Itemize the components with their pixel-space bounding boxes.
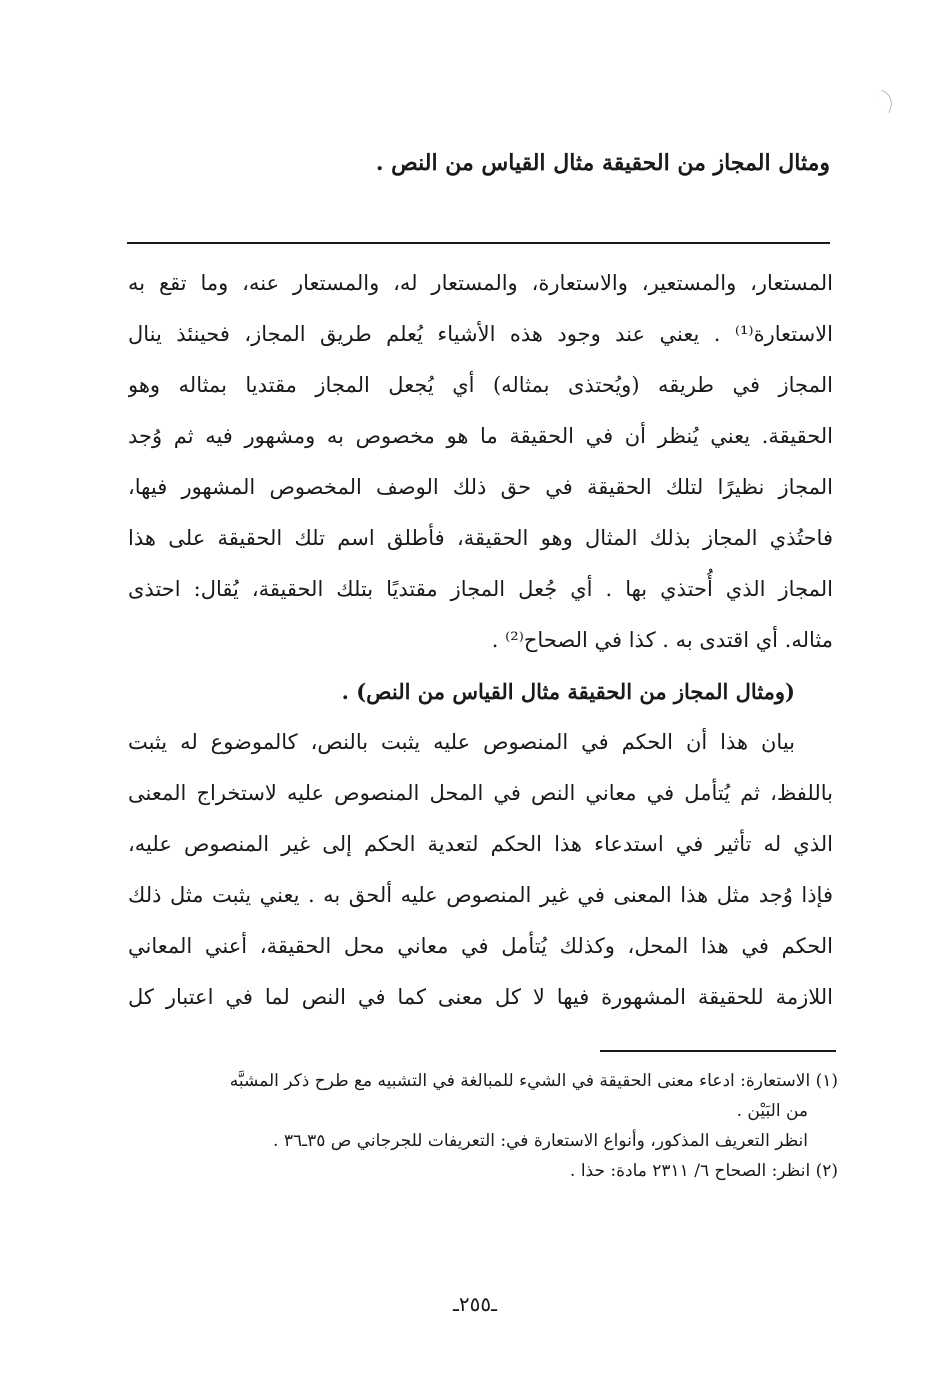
page-number: ـ٢٥٥ـ [453, 1292, 497, 1316]
footnotes [128, 1066, 838, 1186]
text-line: المستعار، والمستعير، والاستعارة، والمستعار له، والمستعار عنه، وما تقع به [128, 271, 833, 295]
text-line: اللازمة للحقيقة المشهورة فيها لا كل معنى كما في النص لما في اعتبار كل [128, 985, 833, 1009]
text-line: المجاز نظيرًا لتلك الحقيقة في حق ذلك الوصف المخصوص المشهور فيها، [128, 475, 833, 499]
text-line: بيان هذا أن الحكم في المنصوص عليه يثبت بالنص، كالموضوع له يثبت [128, 730, 795, 754]
footnote-line: (٢) انظر: الصحاح ٦/ ٢٣١١ مادة: حذا . [570, 1161, 838, 1181]
footnote-divider [600, 1050, 836, 1052]
footnote-line: (١) الاستعارة: ادعاء معنى الحقيقة في الشيء للمبالغة في التشبيه مع طرح ذكر المشبَّه [229, 1071, 838, 1091]
header-divider [127, 242, 830, 244]
text-line: المجاز في طريقه (ويُحتذى بمثاله) أي يُجعل المجاز مقتديا بمثاله وهو [128, 373, 833, 397]
footnote-line: من البَيْن . [736, 1101, 808, 1121]
text-line: فاحتُذي المجاز بذلك المثال وهو الحقيقة، فأطلق اسم تلك الحقيقة على هذا [128, 526, 833, 550]
page-header-title: ومثال المجاز من الحقيقة مثال القياس من النص . [375, 150, 830, 176]
scan-corner-mark [875, 90, 896, 113]
section-heading: (ومثال المجاز من الحقيقة مثال القياس من النص) . [341, 679, 795, 704]
main-text [128, 258, 833, 1023]
text-line: باللفظ، ثم يُتأمل في معاني النص في المحل المنصوص عليه لاستخراج المعنى [128, 781, 833, 805]
text-line: الاستعارة⁽¹⁾ . يعني عند وجود هذه الأشياء يُعلم طريق المجاز، فحينئذ ينال [128, 322, 833, 346]
text-line: المجاز الذي أُحتذي بها . أي جُعل المجاز مقتديًا بتلك الحقيقة، يُقال: احتذى [128, 577, 833, 601]
text-line: مثاله. أي اقتدى به . كذا في الصحاح⁽²⁾ . [491, 628, 833, 652]
text-line: الذي له تأثير في استدعاء هذا الحكم لتعدية الحكم إلى غير المنصوص عليه، [128, 832, 833, 856]
text-line: الحكم في هذا المحل، وكذلك يُتأمل في معاني محل الحقيقة، أعني المعاني [128, 934, 833, 958]
text-line: فإذا وُجد مثل هذا المعنى في غير المنصوص عليه ألحق به . يعني يثبت مثل ذلك [128, 883, 833, 907]
text-line: الحقيقة. يعني يُنظر أن في الحقيقة ما هو مخصوص به ومشهور فيه ثم وُجد [128, 424, 833, 448]
footnote-line: انظر التعريف المذكور، وأنواع الاستعارة في: التعريفات للجرجاني ص ٣٥ـ٣٦ . [273, 1131, 808, 1151]
